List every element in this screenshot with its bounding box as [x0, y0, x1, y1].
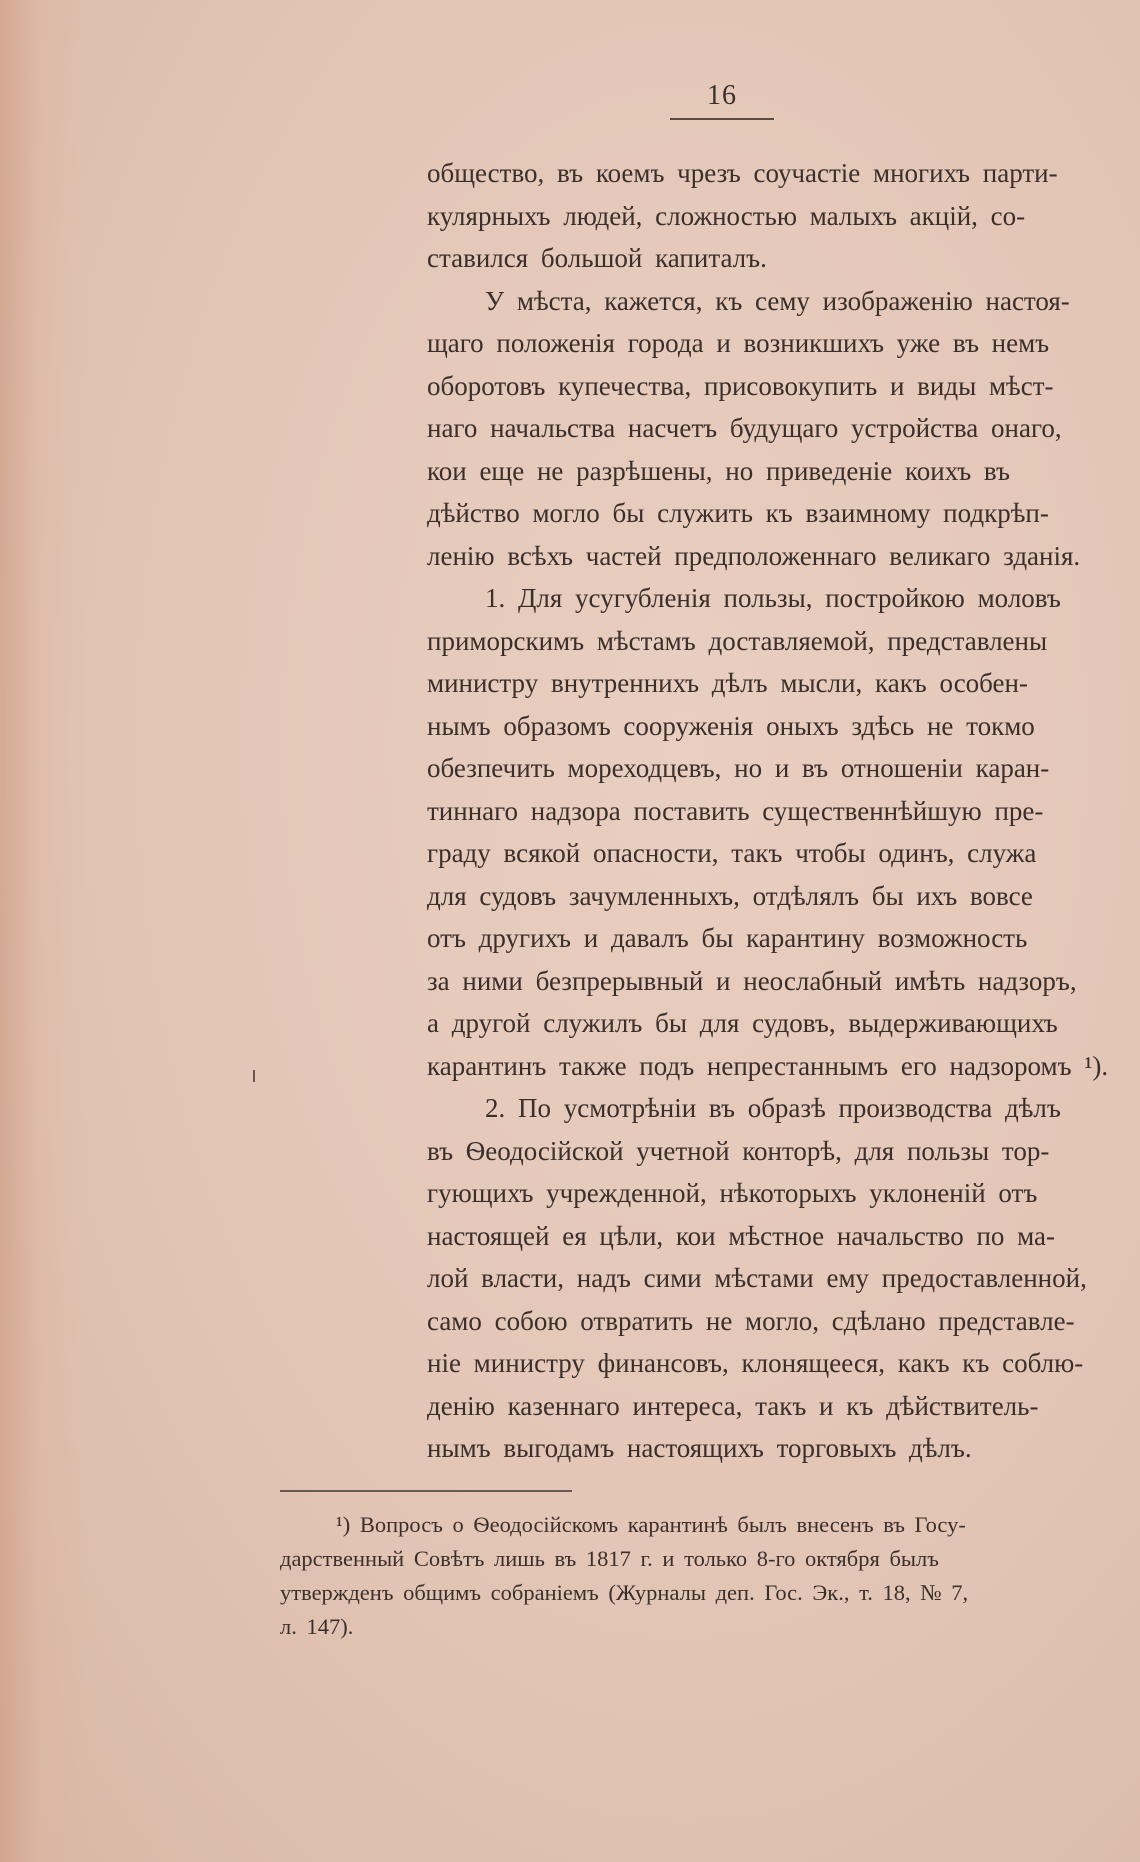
text-line: ніе министру финансовъ, клонящееся, какъ къ соблю- — [427, 1348, 1084, 1378]
text-line: само собою отвратить не могло, сдѣлано представле- — [427, 1305, 1075, 1336]
text-line: гующихъ учрежденной, нѣкоторыхъ уклоненій отъ — [427, 1178, 1038, 1208]
footnotes — [280, 1508, 1140, 1644]
footnote-line: утвержденъ общимъ собраніемъ (Журналы деп. Гос. Эк., т. 18, № 7, — [280, 1580, 969, 1605]
text-line: кои еще не разрѣшены, но приведеніе коихъ въ — [427, 455, 1010, 486]
text-line: лой власти, надъ сими мѣстами ему предоставленной, — [427, 1263, 1087, 1293]
text-line: нымъ выгодамъ настоящихъ торговыхъ дѣлъ. — [427, 1433, 972, 1463]
text-line: У мѣста, кажется, къ сему изображенію настоя- — [485, 285, 1070, 316]
page-number: 16 — [707, 80, 737, 111]
text-line: настоящей ея цѣли, кои мѣстное начальство по ма- — [427, 1220, 1056, 1251]
text-line: министру внутреннихъ дѣлъ мысли, какъ особен- — [427, 668, 1028, 698]
text-line: граду всякой опасности, такъ чтобы одинъ, служа — [427, 838, 1037, 868]
text-line: 1. Для усугубленія пользы, постройкою моловъ — [485, 583, 1061, 613]
text-line: за ними безпрерывный и неослабный имѣть надзоръ, — [427, 965, 1077, 996]
text-line: оборотовъ купечества, присовокупить и виды мѣст- — [427, 370, 1054, 401]
footnote-line: ¹) Вопросъ о Ѳеодосійскомъ карантинѣ былъ внесенъ въ Госу- — [336, 1512, 966, 1537]
text-line: въ Ѳеодосійской учетной конторѣ, для пользы тор- — [427, 1135, 1050, 1166]
footnote-rule — [280, 1490, 572, 1492]
text-line: дѣйство могло бы служить къ взаимному подкрѣп- — [427, 498, 1049, 528]
text-line: наго начальства насчетъ будущаго устройства онаго, — [427, 413, 1062, 443]
text-line: для судовъ зачумленныхъ, отдѣлялъ бы ихъ вовсе — [427, 880, 1033, 911]
text-line: отъ другихъ и давалъ бы карантину возможность — [427, 923, 1028, 953]
text-line: а другой служилъ бы для судовъ, выдерживающихъ — [427, 1008, 1058, 1038]
footnote-line: дарственный Совѣтъ лишь въ 1817 г. и только 8-го октября былъ — [280, 1546, 939, 1571]
text-line: приморскимъ мѣстамъ доставляемой, представлены — [427, 625, 1048, 656]
text-line: общество, въ коемъ чрезъ соучастіе многихъ парти- — [427, 158, 1058, 188]
footnote-line: л. 147). — [280, 1614, 354, 1639]
text-line: 2. По усмотрѣніи въ образѣ производства дѣлъ — [485, 1093, 1061, 1123]
text-line: кулярныхъ людей, сложностью малыхъ акцій, со- — [427, 200, 1026, 231]
text-line: ленію всѣхъ частей предположеннаго великаго зданія. — [427, 540, 1081, 571]
text-line: тиннаго надзора поставить существеннѣйшую пре- — [427, 795, 1044, 826]
body-text — [427, 152, 1140, 1470]
text-line: карантинъ также подъ непрестаннымъ его надзоромъ ¹). — [427, 1050, 1109, 1081]
text-line: обезпечить мореходцевъ, но и въ отношеніи каран- — [427, 753, 1050, 783]
margin-mark — [253, 1070, 255, 1082]
page-number-rule — [670, 118, 774, 120]
text-line: ставился большой капиталъ. — [427, 243, 767, 273]
text-line: щаго положенія города и возникшихъ уже въ немъ — [427, 328, 1050, 358]
text-line: нымъ образомъ сооруженія оныхъ здѣсь не токмо — [427, 710, 1035, 741]
text-line: денію казеннаго интереса, такъ и къ дѣйствитель- — [427, 1390, 1039, 1421]
